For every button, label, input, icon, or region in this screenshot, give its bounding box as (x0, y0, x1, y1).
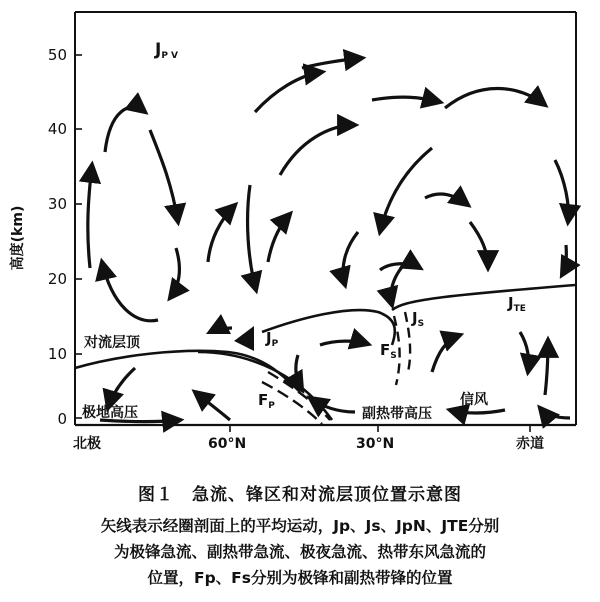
hadley-left-rise (432, 335, 460, 372)
ferrel-lower (195, 392, 230, 420)
upper-loop-arc1 (255, 72, 322, 112)
equator-rise (545, 340, 548, 395)
caption-line: 矢线表示经圈剖面上的平均运动，Jp、Js、JpN、JTE分别 (100, 517, 500, 535)
polar-cell-bottom (102, 262, 158, 321)
polar-high-arrow (108, 368, 135, 408)
fp-label: $F_P$ (258, 391, 275, 411)
caption-line: 位置，Fp、Fs分别为极锋和副热带锋的位置 (147, 569, 453, 587)
polar-cell-ascend (88, 165, 92, 268)
polar-jet-left (210, 328, 232, 332)
polar-jet-ascend (251, 330, 253, 348)
subtropical-high-label: 副热带高压 (362, 406, 432, 422)
y-tick-label: 20 (47, 270, 67, 288)
x-tick-label: 30°N (356, 436, 395, 452)
tropical-tropopause (392, 285, 575, 310)
caption-line: 为极锋急流、副热带急流、极夜急流、热带东风急流的 (113, 543, 486, 561)
plot-frame (75, 12, 576, 425)
trade-wind-arrow (450, 410, 505, 413)
y-axis-label: 高度(km) (10, 205, 26, 271)
upper-loop-inner-top (280, 125, 355, 175)
y-tick-label: 0 (57, 410, 67, 428)
upper-loop-rise (208, 205, 235, 262)
jp-label: $J_P$ (266, 329, 279, 349)
polar-tropopause (75, 351, 300, 392)
upper-loop-left-desc (248, 185, 256, 290)
circulation-arrows (88, 58, 570, 422)
subtropical-tropopause (262, 310, 395, 345)
upper-loop-arc2 (302, 58, 362, 68)
y-tick-label: 50 (47, 46, 67, 64)
tropical-loop-down (380, 148, 432, 232)
y-tick-label: 40 (47, 120, 67, 138)
fs-label: $F_S$ (380, 341, 397, 361)
tropopause-label: 对流层顶 (84, 335, 140, 351)
x-tick-labels (73, 435, 544, 452)
x-tick-label: 北极 (73, 436, 101, 452)
tropical-loop-inner (425, 194, 468, 205)
tropical-loop-lower (470, 222, 488, 268)
y-tick-label: 30 (47, 195, 67, 213)
jet-loop-down (343, 232, 358, 285)
jpv-label: JP V (155, 40, 179, 61)
polar-cell-lower-down (170, 248, 179, 298)
tropical-loop-rise (445, 88, 545, 108)
polar-cell-top (105, 107, 145, 152)
x-tick-label: 60°N (208, 436, 247, 452)
x-tick-label: 赤道 (516, 436, 544, 452)
y-tick-labels (48, 46, 67, 428)
polar-high-label: 极地高压 (82, 405, 138, 421)
tropopause-lines (75, 285, 575, 420)
subtropical-loop-top (320, 341, 368, 345)
figure-title: 图１ 急流、锋区和对流层顶位置示意图 (138, 485, 462, 505)
trade-wind-label: 信风 (460, 392, 488, 408)
tropical-loop-right-desc (555, 160, 568, 222)
y-ticks (75, 55, 82, 418)
equator-bottom (540, 408, 570, 418)
tropical-loop-right-rise (562, 245, 566, 275)
jte-label: $J_{TE}$ (508, 294, 526, 314)
js-label: $J_S$ (412, 309, 425, 329)
subtropical-front (394, 312, 410, 385)
y-tick-label: 10 (47, 345, 67, 363)
polar-cell-right-down (150, 130, 178, 222)
upper-loop-inner-rise (268, 214, 290, 262)
tropical-loop-left (372, 97, 440, 102)
hadley-right-up (520, 332, 529, 372)
